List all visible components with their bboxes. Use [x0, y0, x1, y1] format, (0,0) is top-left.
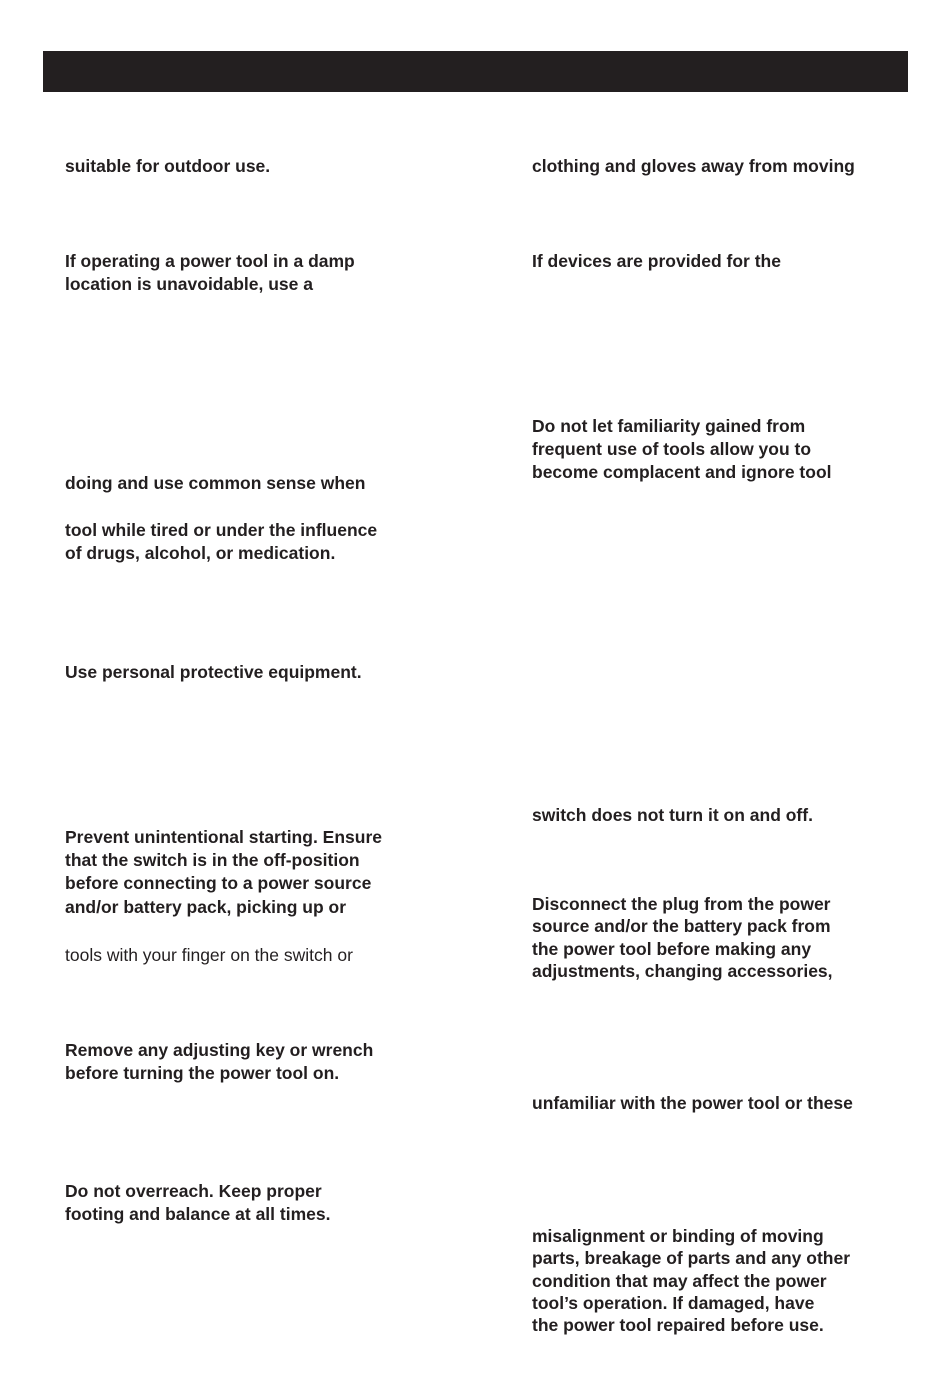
text-common-sense: doing and use common sense when — [65, 473, 366, 493]
text-clothing-gloves: clothing and gloves away from moving — [532, 156, 855, 176]
text-misalignment: misalignment or binding of moving parts, breakage of parts and any other condition that may affect the power tool’s operation. If damaged, have the power tool repaired before use. — [532, 1226, 851, 1336]
text-remove-adjusting-key: Remove any adjusting key or wrench before turning the power tool on. — [65, 1040, 374, 1084]
text-finger-on-switch: tools with your finger on the switch or — [65, 945, 353, 965]
text-familiarity: Do not let familiarity gained from frequent use of tools allow you to become complacent and ignore tool — [532, 416, 832, 483]
text-tired-influence: tool while tired or under the influence of drugs, alcohol, or medication. — [65, 520, 378, 564]
text-outdoor-use: suitable for outdoor use. — [65, 156, 271, 176]
text-disconnect-plug: Disconnect the plug from the power source and/or the battery pack from the power tool before making any adjustments, changing accessories, — [532, 894, 833, 981]
text-devices-provided: If devices are provided for the — [532, 251, 781, 271]
text-switch-on-off: switch does not turn it on and off. — [532, 805, 813, 825]
text-damp-location: If operating a power tool in a damp location is unavoidable, use a — [65, 251, 355, 295]
text-do-not-overreach: Do not overreach. Keep proper footing and balance at all times. — [65, 1181, 331, 1225]
section-header-bar — [43, 51, 908, 92]
text-prevent-unintentional-starting: Prevent unintentional starting. Ensure that the switch is in the off-position before connecting to a power source and/or battery pack, picking up or — [65, 827, 382, 917]
text-unfamiliar: unfamiliar with the power tool or these — [532, 1093, 853, 1113]
text-personal-protective-equipment: Use personal protective equipment. — [65, 662, 362, 682]
